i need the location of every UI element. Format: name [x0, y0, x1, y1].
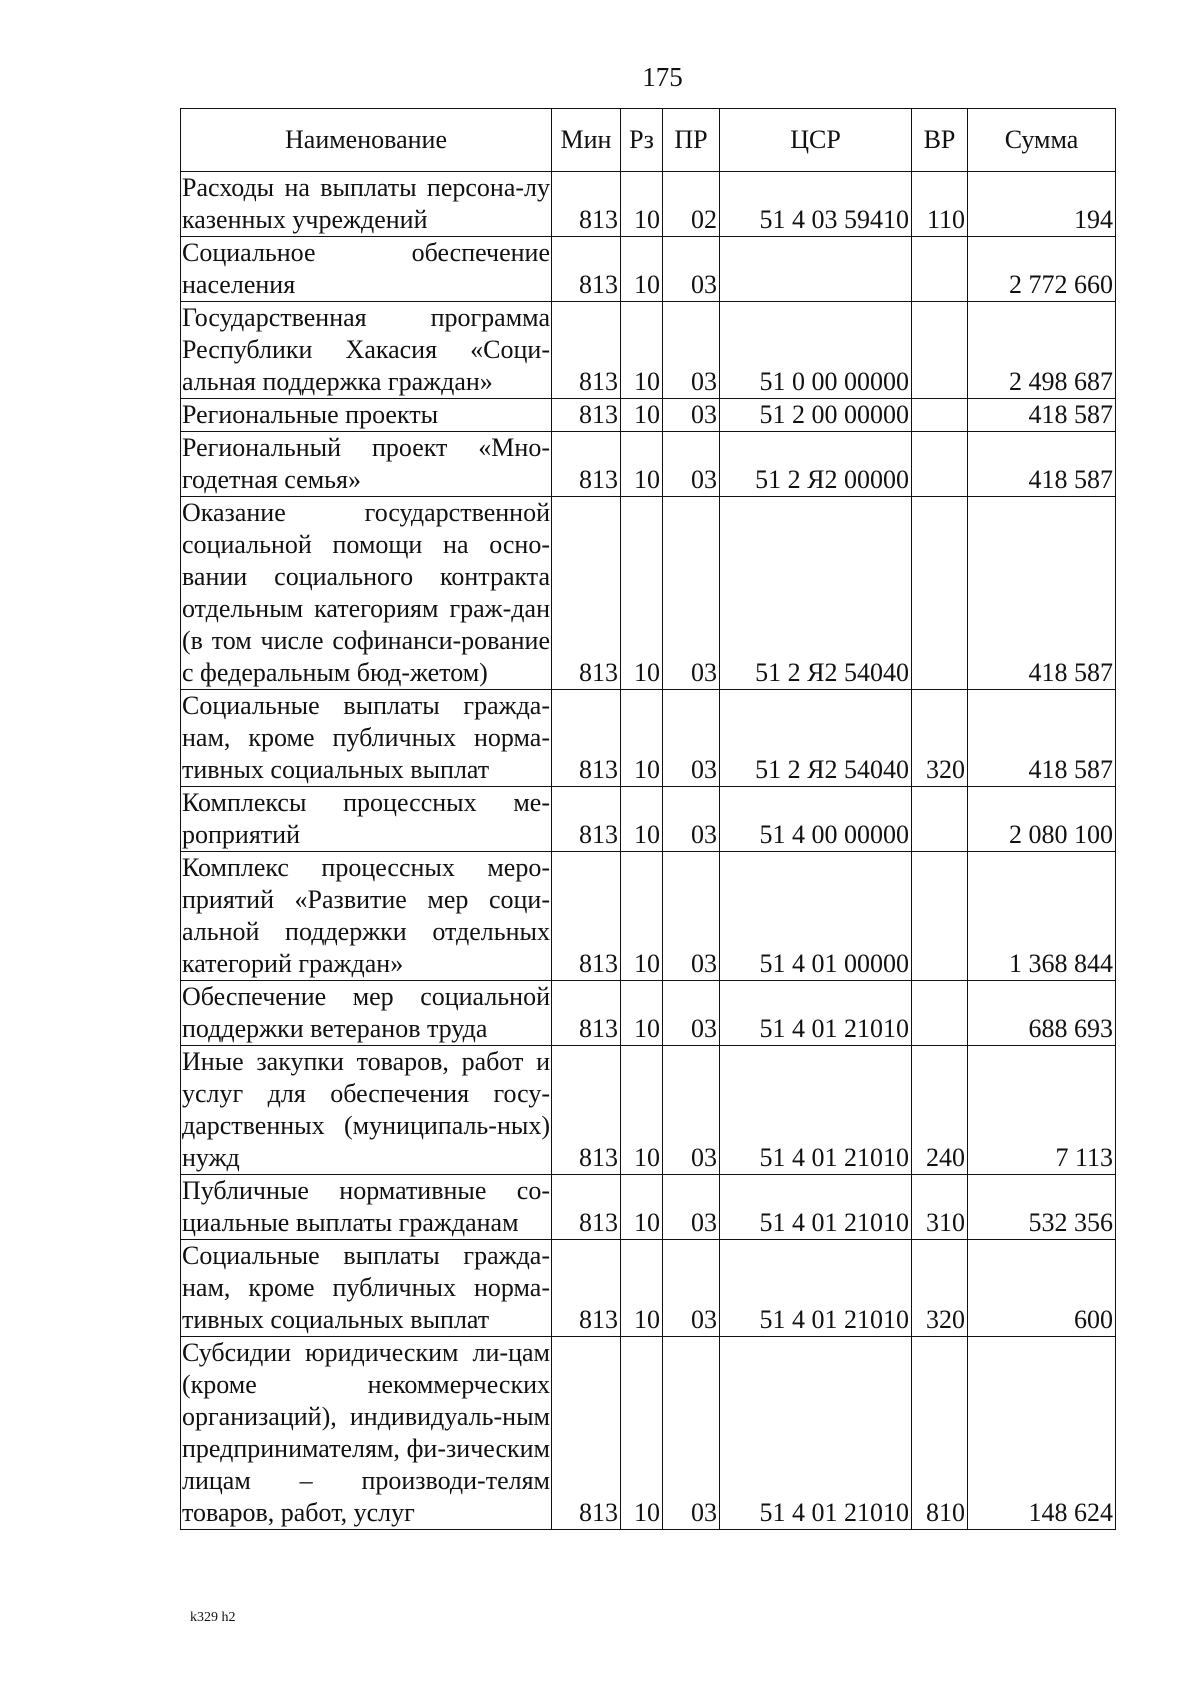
cell-min: 813	[552, 981, 621, 1046]
cell-pr: 03	[663, 399, 720, 432]
cell-name: Государственная программа Республики Хакасия «Соци-альная поддержка граждан»	[181, 302, 552, 399]
cell-min: 813	[552, 497, 621, 690]
cell-csr: 51 2 Я2 54040	[720, 690, 912, 787]
cell-csr: 51 4 01 00000	[720, 852, 912, 981]
cell-pr: 03	[663, 497, 720, 690]
cell-csr: 51 4 03 59410	[720, 172, 912, 237]
table-row	[181, 1046, 1116, 1175]
cell-vr	[912, 432, 968, 497]
table-body	[181, 172, 1116, 1530]
cell-min: 813	[552, 399, 621, 432]
cell-vr: 240	[912, 1046, 968, 1175]
cell-name: Социальные выплаты гражда-нам, кроме публичных норма-тивных социальных выплат	[181, 690, 552, 787]
cell-name: Иные закупки товаров, работ и услуг для обеспечения госу-дарственных (муниципаль-ных) нужд	[181, 1046, 552, 1175]
cell-rz: 10	[621, 1240, 663, 1337]
table-row	[181, 399, 1116, 432]
table-row	[181, 497, 1116, 690]
header-vr: ВР	[912, 109, 968, 172]
cell-vr: 320	[912, 690, 968, 787]
cell-vr	[912, 981, 968, 1046]
cell-min: 813	[552, 1337, 621, 1530]
cell-pr: 03	[663, 690, 720, 787]
cell-sum: 600	[968, 1240, 1116, 1337]
table-header-row	[181, 109, 1116, 172]
cell-csr: 51 4 01 21010	[720, 1240, 912, 1337]
cell-pr: 03	[663, 1046, 720, 1175]
cell-vr	[912, 237, 968, 302]
cell-min: 813	[552, 1046, 621, 1175]
cell-sum: 418 587	[968, 432, 1116, 497]
cell-csr: 51 2 00 00000	[720, 399, 912, 432]
cell-pr: 03	[663, 432, 720, 497]
cell-sum: 688 693	[968, 981, 1116, 1046]
cell-rz: 10	[621, 497, 663, 690]
cell-csr: 51 4 00 00000	[720, 787, 912, 852]
cell-pr: 03	[663, 302, 720, 399]
table-row	[181, 172, 1116, 237]
cell-vr: 310	[912, 1175, 968, 1240]
cell-min: 813	[552, 237, 621, 302]
table-row	[181, 787, 1116, 852]
header-name: Наименование	[181, 109, 552, 172]
cell-rz: 10	[621, 237, 663, 302]
page-number: 175	[642, 62, 683, 92]
header-min: Мин	[552, 109, 621, 172]
cell-sum: 418 587	[968, 399, 1116, 432]
cell-pr: 03	[663, 852, 720, 981]
header-rz: Рз	[621, 109, 663, 172]
table-row	[181, 981, 1116, 1046]
cell-sum: 418 587	[968, 497, 1116, 690]
cell-min: 813	[552, 1175, 621, 1240]
cell-name: Социальное обеспечение населения	[181, 237, 552, 302]
cell-vr	[912, 852, 968, 981]
cell-sum: 2 080 100	[968, 787, 1116, 852]
table-row	[181, 237, 1116, 302]
cell-min: 813	[552, 852, 621, 981]
cell-name: Оказание государственной социальной помощи на осно-вании социального контракта отдельным категориям граж-дан (в том числе софинанси-рование с федеральным бюд-жетом)	[181, 497, 552, 690]
cell-sum: 2 498 687	[968, 302, 1116, 399]
table-row	[181, 432, 1116, 497]
cell-sum: 148 624	[968, 1337, 1116, 1530]
cell-sum: 1 368 844	[968, 852, 1116, 981]
cell-name: Расходы на выплаты персона-лу казенных учреждений	[181, 172, 552, 237]
table-row	[181, 1240, 1116, 1337]
cell-rz: 10	[621, 981, 663, 1046]
cell-csr: 51 4 01 21010	[720, 1175, 912, 1240]
cell-min: 813	[552, 690, 621, 787]
cell-csr: 51 4 01 21010	[720, 1337, 912, 1530]
cell-rz: 10	[621, 1046, 663, 1175]
footer-code: k329 h2	[190, 1610, 236, 1625]
cell-name: Публичные нормативные со-циальные выплаты гражданам	[181, 1175, 552, 1240]
cell-name: Региональный проект «Мно-годетная семья»	[181, 432, 552, 497]
cell-rz: 10	[621, 852, 663, 981]
cell-rz: 10	[621, 787, 663, 852]
cell-csr: 51 0 00 00000	[720, 302, 912, 399]
cell-name: Социальные выплаты гражда-нам, кроме публичных норма-тивных социальных выплат	[181, 1240, 552, 1337]
cell-rz: 10	[621, 302, 663, 399]
cell-name: Комплексы процессных ме-роприятий	[181, 787, 552, 852]
cell-pr: 03	[663, 1240, 720, 1337]
table-row	[181, 302, 1116, 399]
cell-vr	[912, 787, 968, 852]
table-row	[181, 852, 1116, 981]
cell-vr	[912, 302, 968, 399]
header-sum: Сумма	[968, 109, 1116, 172]
cell-sum: 7 113	[968, 1046, 1116, 1175]
header-pr: ПР	[663, 109, 720, 172]
cell-vr: 110	[912, 172, 968, 237]
cell-rz: 10	[621, 432, 663, 497]
cell-rz: 10	[621, 690, 663, 787]
table-row	[181, 1337, 1116, 1530]
cell-sum: 2 772 660	[968, 237, 1116, 302]
cell-vr	[912, 399, 968, 432]
cell-pr: 03	[663, 981, 720, 1046]
cell-min: 813	[552, 1240, 621, 1337]
cell-sum: 418 587	[968, 690, 1116, 787]
cell-pr: 03	[663, 237, 720, 302]
cell-name: Обеспечение мер социальной поддержки ветеранов труда	[181, 981, 552, 1046]
cell-sum: 194	[968, 172, 1116, 237]
header-csr: ЦСР	[720, 109, 912, 172]
cell-pr: 03	[663, 787, 720, 852]
cell-vr: 320	[912, 1240, 968, 1337]
cell-csr: 51 4 01 21010	[720, 1046, 912, 1175]
table-row	[181, 1175, 1116, 1240]
cell-rz: 10	[621, 399, 663, 432]
cell-pr: 02	[663, 172, 720, 237]
cell-pr: 03	[663, 1175, 720, 1240]
cell-vr: 810	[912, 1337, 968, 1530]
cell-name: Региональные проекты	[181, 399, 552, 432]
cell-pr: 03	[663, 1337, 720, 1530]
cell-rz: 10	[621, 1175, 663, 1240]
cell-vr	[912, 497, 968, 690]
cell-rz: 10	[621, 1337, 663, 1530]
table-row	[181, 690, 1116, 787]
cell-sum: 532 356	[968, 1175, 1116, 1240]
cell-csr: 51 2 Я2 00000	[720, 432, 912, 497]
budget-table	[180, 108, 1116, 1530]
cell-csr	[720, 237, 912, 302]
cell-min: 813	[552, 302, 621, 399]
cell-min: 813	[552, 172, 621, 237]
cell-rz: 10	[621, 172, 663, 237]
cell-csr: 51 2 Я2 54040	[720, 497, 912, 690]
cell-csr: 51 4 01 21010	[720, 981, 912, 1046]
cell-min: 813	[552, 787, 621, 852]
cell-min: 813	[552, 432, 621, 497]
cell-name: Субсидии юридическим ли-цам (кроме некоммерческих организаций), индивидуаль-ным предпринимателям, фи-зическим лицам – производи-телям товаров, работ, услуг	[181, 1337, 552, 1530]
cell-name: Комплекс процессных меро-приятий «Развитие мер соци-альной поддержки отдельных категорий граждан»	[181, 852, 552, 981]
